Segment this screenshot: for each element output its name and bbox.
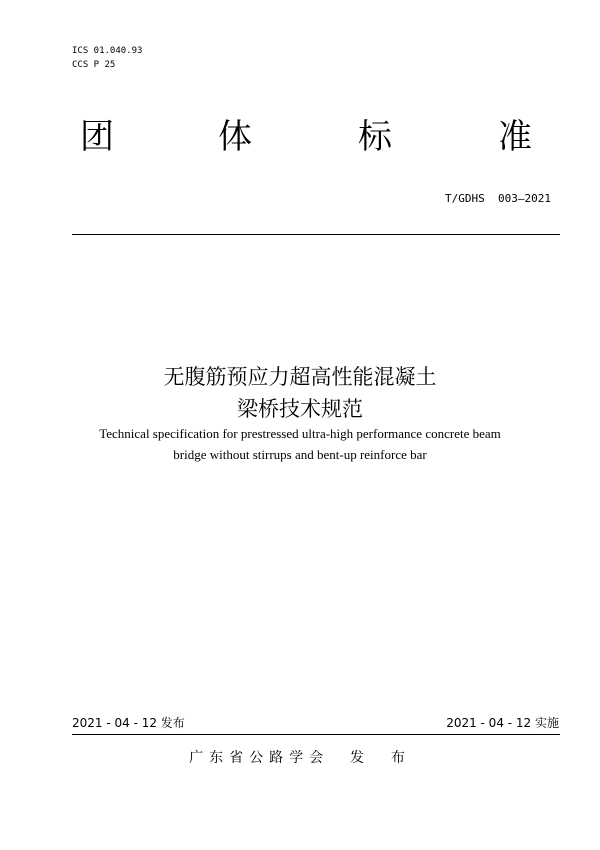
footer-divider [72,734,560,735]
doc-type-char-3: 标 [358,117,392,157]
classification-codes [72,44,142,72]
doc-type-char-1: 团 [80,117,114,157]
issuer: 广东省公路学会 发 布 [189,750,411,766]
english-title-line-2: bridge without stirrups and bent-up reinforce bar [173,447,427,462]
chinese-title-line-1: 无腹筋预应力超高性能混凝土 [163,365,437,389]
chinese-title-line-2: 梁桥技术规范 [237,397,363,421]
document-type-heading [80,112,540,162]
ics-code: ICS 01.040.93 [72,46,143,56]
implementation-date: 2021 - 04 - 12 实施 [446,716,559,730]
ccs-code: CCS P 25 [72,60,116,70]
doc-type-char-4: 准 [498,117,532,157]
english-title-line-1: Technical specification for prestressed ultra-high performance concrete beam [99,426,501,441]
publish-date: 2021 - 04 - 12 发布 [72,716,185,730]
header-divider [72,234,560,235]
doc-type-char-2: 体 [218,117,252,157]
standard-number: T/GDHS 003—2021 [445,192,551,205]
